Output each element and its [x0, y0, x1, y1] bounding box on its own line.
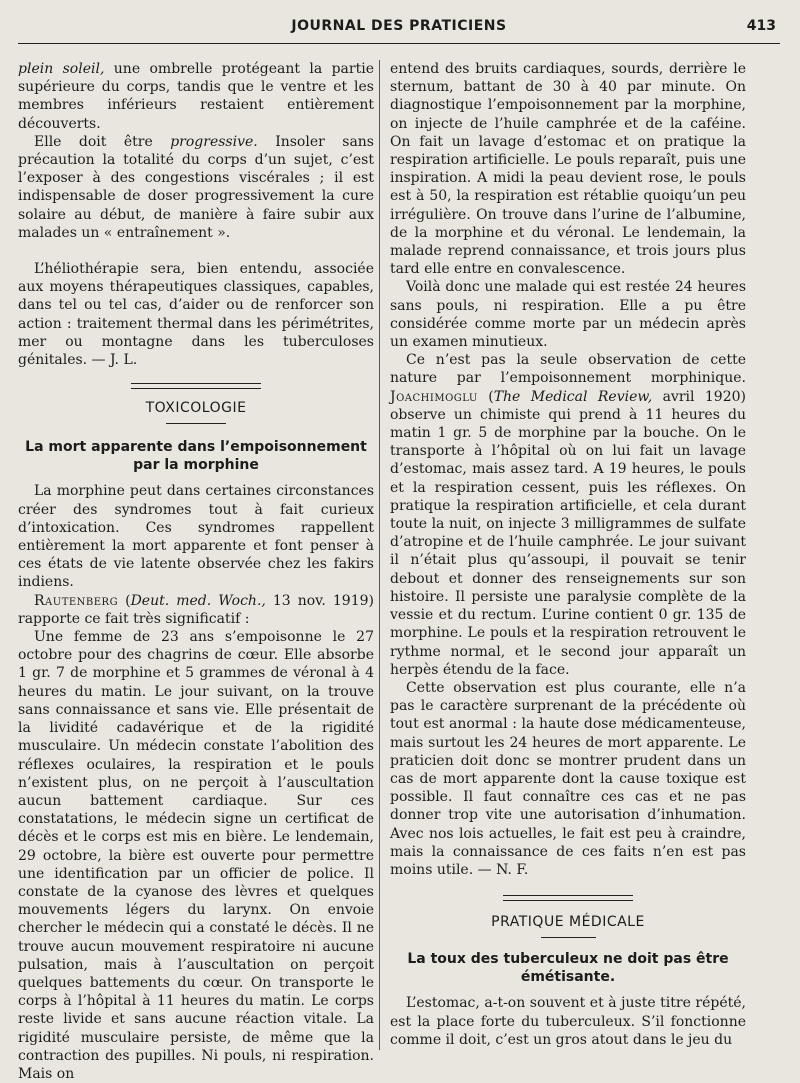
section-title-toxicologie: TOXICOLOGIE: [145, 400, 247, 417]
paragraph: entend des bruits cardiaques, sourds, derrière le sternum, battant de 30 à 40 par minute. On diagnostique l’empoisonnement par la morphine, on injecte de l’huile camphrée et de la caféine. On fait un lavage d’estomac et on pratique la respiration artificielle. Le pouls reparaît, puis une inspiration. A midi la peau devient rose, le pouls est à 50, la respiration est rétablie quoiqu’un peu irrégulière. On trouve dans l’urine de l’albumine, de la morphine et du véronal. Le lendemain, la malade reprend connaissance, et trois jours plus tard elle entre en convalescence.: [390, 61, 746, 278]
paragraph: Cette observation est plus courante, elle n’a pas le caractère surprenant de la précédente où tout est anormal : la haute dose médicamenteuse, mais surtout les 24 heures de mort apparente. Le praticien doit donc se montrer prudent dans un cas de mort apparente dont la cause toxique est possible. Il faut connaître ces cas et ne pas donner trop vite une autorisation d’inhumation. Avec nos lois actuelles, le fait est peu à craindre, mais la connaissance de ces faits n’en est pas moins utile. — N. F.: [390, 679, 746, 878]
section-title-pratique-medicale: PRATIQUE MÉDICALE: [491, 914, 645, 931]
paragraph: Ce n’est pas la seule observation de cette nature par l’empoisonnement morphinique. Joachimoglu (The Medical Review, avril 1920) observe un chimiste qui prend à 11 heures du matin 1 gr. 5 de morphine par la bouche. On le transporte à l’hôpital où on lui fait un lavage d’estomac, mais assez tard. A 19 heures, le pouls et la respiration cessent, puis les réflexes. On pratique la respiration artificielle, et cela durant toute la nuit, on injecte 3 milligrammes de sulfate d’atropine et de l’huile camphrée. Le jour suivant il n’était plus qu’assoupi, il pouvait se tenir debout et donner des renseignements sur son histoire. Il persiste une paralysie complète de la vessie et du rectum. L’urine contient 0 gr. 135 de morphine. Le pouls et la respiration retrouvent le rythme normal, et le second jour apparaît un herpès étendu de la face.: [390, 352, 746, 678]
author-name: Joachimoglu: [390, 388, 478, 405]
article-title: La mort apparente dans l’empoisonnement par la morphine: [25, 439, 367, 474]
right-column: [390, 60, 746, 1049]
author-name: Rautenberg: [34, 592, 119, 609]
journal-citation: Deut. med. Woch.,: [130, 592, 266, 609]
paragraph: La morphine peut dans certaines circonstances créer des syndromes tout à fait curieux d’intoxication. Ces syndromes rappellent entièrement la mort apparente et font penser à ces états de vie latente observée chez les fakirs indiens.: [18, 483, 374, 591]
header-rule: [18, 43, 780, 44]
paragraph: Une femme de 23 ans s’empoisonne le 27 octobre pour des chagrins de cœur. Elle absorbe 1 gr. 7 de morphine et 5 grammes de véronal à 4 heures du matin. Le jour suivant, on la trouve sans connaissance et sans vie. Elle présentait de la lividité cadavérique et de la rigidité musculaire. Un médecin constate l’abolition des réflexes oculaires, la respiration et le pouls n’existent plus, on ne perçoit à l’auscultation aucun battement cardiaque. Sur ces constatations, le médecin signe un certificat de décès et le corps est mis en bière. Le lendemain, 29 octobre, la bière est ouverte pour permettre une identification par un officier de police. Il constate de la cyanose des lèvres et quelques mouvements légers du larynx. On envoie chercher le médecin qui a constaté le décès. Il ne trouve aucun mouvement respiratoire ni aucune pulsation, mais à l’auscultation on perçoit quelques battements du cœur. On transporte le corps à l’hôpital à 11 heures du matin. Le corps reste livide et sans aucune réaction vitale. La rigidité musculaire persiste, de même que la contraction des pupilles. Ni pouls, ni respiration. Mais on: [18, 629, 374, 1082]
paragraph: L’estomac, a-t-on souvent et à juste titre répété, est la place forte du tuberculeux. S’il fonctionne comme il doit, c’est un gros atout dans le jeu du: [390, 995, 746, 1048]
section-underline: [541, 937, 596, 938]
paragraph: Voilà donc une malade qui est restée 24 heures sans pouls, ni respiration. Elle a pu être considérée comme morte par un médecin après un examen minutieux.: [390, 279, 746, 351]
article-title: La toux des tuberculeux ne doit pas être émétisante.: [407, 951, 729, 986]
paragraph: plein soleil, une ombrelle protégeant la partie supérieure du corps, tandis que le ventre et les membres inférieurs restaient entièrement découverts.: [18, 61, 374, 132]
journal-citation: The Medical Review,: [493, 388, 653, 405]
page-number: 413: [746, 18, 776, 34]
section-rule: [131, 383, 261, 389]
left-column: [18, 60, 374, 1083]
journal-title: JOURNAL DES PRATICIENS: [291, 18, 507, 34]
paragraph: Rautenberg (Deut. med. Woch., 13 nov. 1919) rapporte ce fait très significatif :: [18, 592, 374, 627]
paragraph: L’héliothérapie sera, bien entendu, associée aux moyens thérapeutiques classiques, capables, dans tel ou tel cas, d’aider ou de renforcer son action : traitement thermal dans les périmétrites, mer ou montagne dans les tuberculoses génitales. — J. L.: [18, 261, 374, 369]
running-header: [18, 14, 780, 44]
paragraph: Elle doit être progressive. Insoler sans précaution la totalité du corps d’un sujet, c’est l’exposer à des congestions viscérales ; il est indispensable de doser progressivement la cure solaire au début, de manière à faire subir aux malades un « entraînement ».: [18, 133, 374, 241]
column-divider: [379, 60, 380, 1050]
section-underline: [166, 423, 226, 424]
section-rule: [503, 895, 633, 901]
